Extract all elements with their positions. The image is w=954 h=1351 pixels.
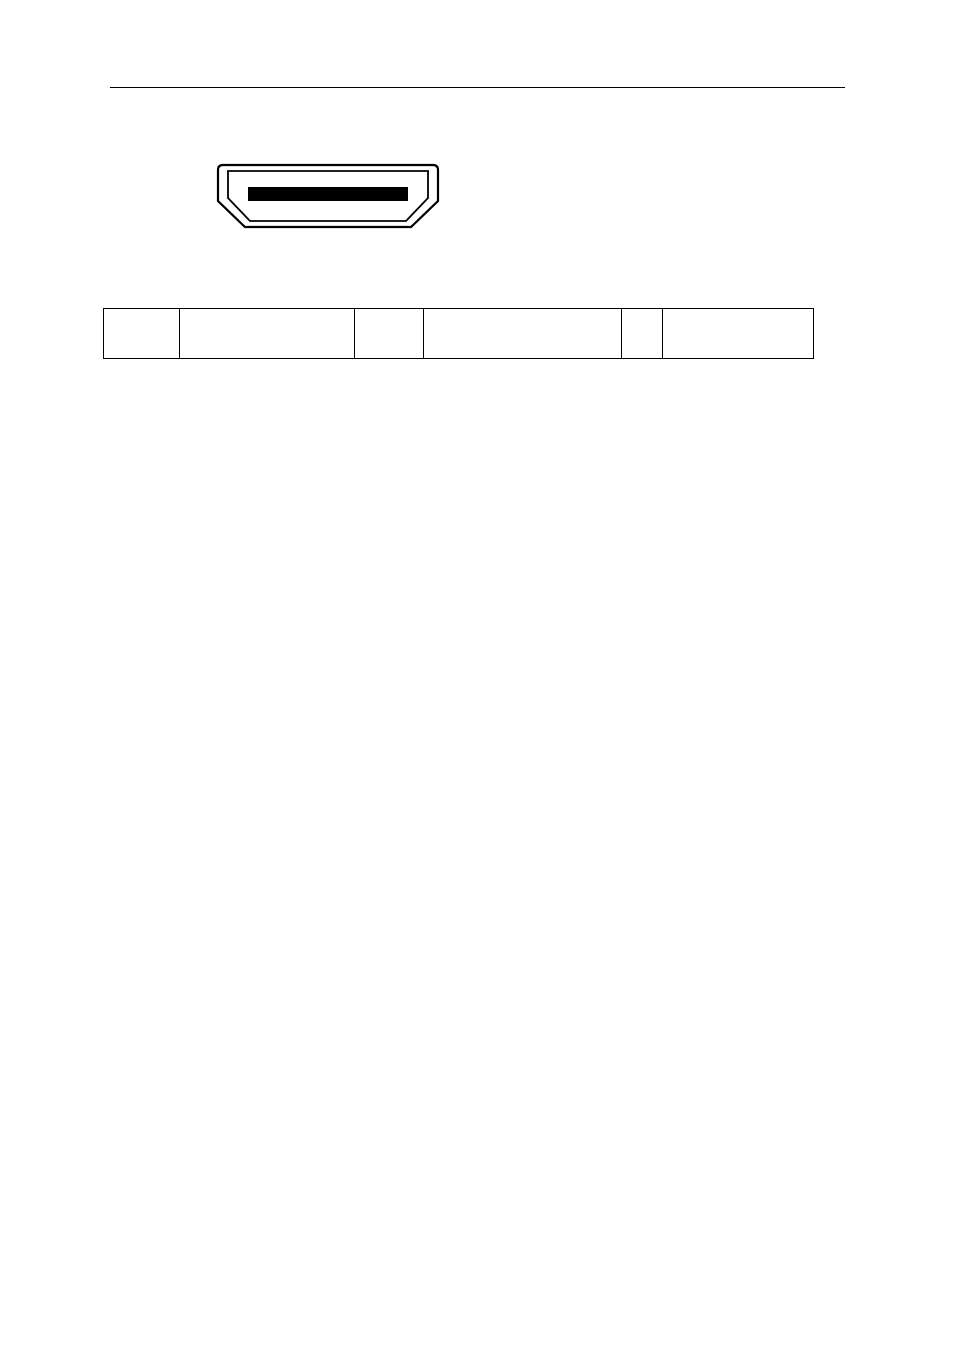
table-header-row	[104, 309, 814, 359]
hdmi-connector-diagram	[213, 143, 443, 255]
pin-assignment-table	[103, 308, 814, 359]
header-pin-no-3	[622, 309, 663, 359]
connector-tongue	[248, 187, 408, 201]
header-signal-name-2	[424, 309, 622, 359]
header-signal-name-3	[663, 309, 814, 359]
header-pin-no-2	[355, 309, 424, 359]
header-pin-no-1	[104, 309, 180, 359]
header-signal-name-1	[180, 309, 355, 359]
header-rule	[110, 87, 845, 88]
